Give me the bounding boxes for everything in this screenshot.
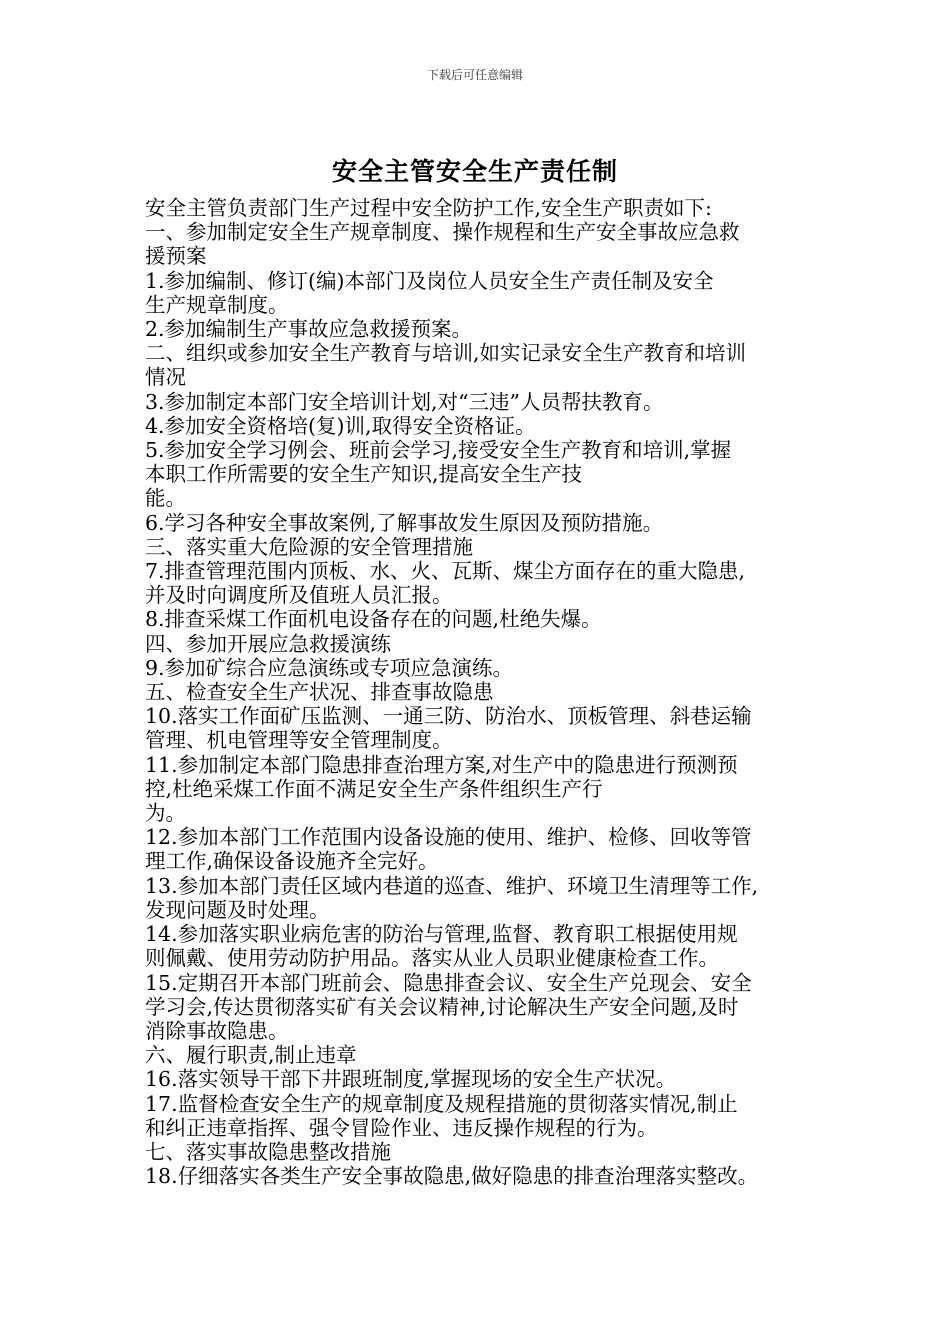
body-line: 14.参加落实职业病危害的防治与管理,监督、教育职工根据使用规 xyxy=(145,922,738,947)
body-line: 为。 xyxy=(145,801,186,826)
body-line: 16.落实领导干部下井跟班制度,掌握现场的安全生产状况。 xyxy=(145,1067,677,1092)
body-line: 学习会,传达贯彻落实矿有关会议精神,讨论解决生产安全问题,及时 xyxy=(145,994,739,1019)
document-body xyxy=(145,196,813,1188)
body-line: 和纠正违章指挥、强令冒险作业、违反操作规程的行为。 xyxy=(145,1115,658,1140)
body-line: 六、履行职责,制止违章 xyxy=(145,1043,357,1068)
body-line: 1.参加编制、修订(编)本部门及岗位人员安全生产责任制及安全 xyxy=(145,268,714,293)
body-line: 并及时向调度所及值班人员汇报。 xyxy=(145,583,453,608)
body-line: 本职工作所需要的安全生产知识,提高安全生产技 xyxy=(145,462,583,487)
body-line: 4.参加安全资格培(复)训,取得安全资格证。 xyxy=(145,413,536,438)
body-line: 10.落实工作面矿压监测、一通三防、防治水、顶板管理、斜巷运输 xyxy=(145,704,752,729)
body-line: 消除事故隐患。 xyxy=(145,1018,289,1043)
body-line: 9.参加矿综合应急演练或专项应急演练。 xyxy=(145,655,514,680)
document-title: 安全主管安全生产责任制 xyxy=(331,157,618,186)
body-line: 13.参加本部门责任区域内巷道的巡查、维护、环境卫生清理等工作, xyxy=(145,873,759,898)
body-line: 18.仔细落实各类生产安全事故隐患,做好隐患的排查治理落实整改。 xyxy=(145,1164,759,1189)
body-line: 17.监督检查安全生产的规章制度及规程措施的贯彻落实情况,制止 xyxy=(145,1091,738,1116)
body-line: 控,杜绝采煤工作面不满足安全生产条件组织生产行 xyxy=(145,776,603,801)
body-line: 一、参加制定安全生产规章制度、操作规程和生产安全事故应急救 xyxy=(145,220,740,245)
body-line: 3.参加制定本部门安全培训计划,对“三违”人员帮扶教育。 xyxy=(145,389,664,414)
body-line: 安全主管负责部门生产过程中安全防护工作,安全生产职责如下: xyxy=(145,196,712,220)
header-note: 下载后可任意编辑 xyxy=(426,68,523,82)
body-line: 6.学习各种安全事故案例,了解事故发生原因及预防措施。 xyxy=(145,510,664,535)
body-line: 三、落实重大危险源的安全管理措施 xyxy=(145,534,473,559)
body-line: 发现问题及时处理。 xyxy=(145,897,330,922)
body-line: 理工作,确保设备设施齐全完好。 xyxy=(145,849,439,874)
body-line: 管理、机电管理等安全管理制度。 xyxy=(145,728,453,753)
body-line: 情况 xyxy=(145,365,186,390)
body-line: 生产规章制度。 xyxy=(145,292,289,317)
body-line: 二、组织或参加安全生产教育与培训,如实记录安全生产教育和培训 xyxy=(145,341,747,366)
body-line: 12.参加本部门工作范围内设备设施的使用、维护、检修、回收等管 xyxy=(145,825,752,850)
body-line: 则佩戴、使用劳动防护用品。落实从业人员职业健康检查工作。 xyxy=(145,946,719,971)
body-line: 5.参加安全学习例会、班前会学习,接受安全生产教育和培训,掌握 xyxy=(145,438,732,463)
body-line: 8.排查采煤工作面机电设备存在的问题,杜绝失爆。 xyxy=(145,607,602,632)
body-line: 能。 xyxy=(145,486,186,511)
body-line: 四、参加开展应急救援演练 xyxy=(145,631,391,656)
body-line: 七、落实事故隐患整改措施 xyxy=(145,1139,391,1164)
body-line: 7.排查管理范围内顶板、水、火、瓦斯、煤尘方面存在的重大隐患, xyxy=(145,559,746,584)
body-line: 2.参加编制生产事故应急救援预案。 xyxy=(145,317,473,342)
body-line: 五、检查安全生产状况、排查事故隐患 xyxy=(145,680,494,705)
body-line: 15.定期召开本部门班前会、隐患排查会议、安全生产兑现会、安全 xyxy=(145,970,752,995)
body-line: 援预案 xyxy=(145,244,207,269)
body-line: 11.参加制定本部门隐患排查治理方案,对生产中的隐患进行预测预 xyxy=(145,752,738,777)
